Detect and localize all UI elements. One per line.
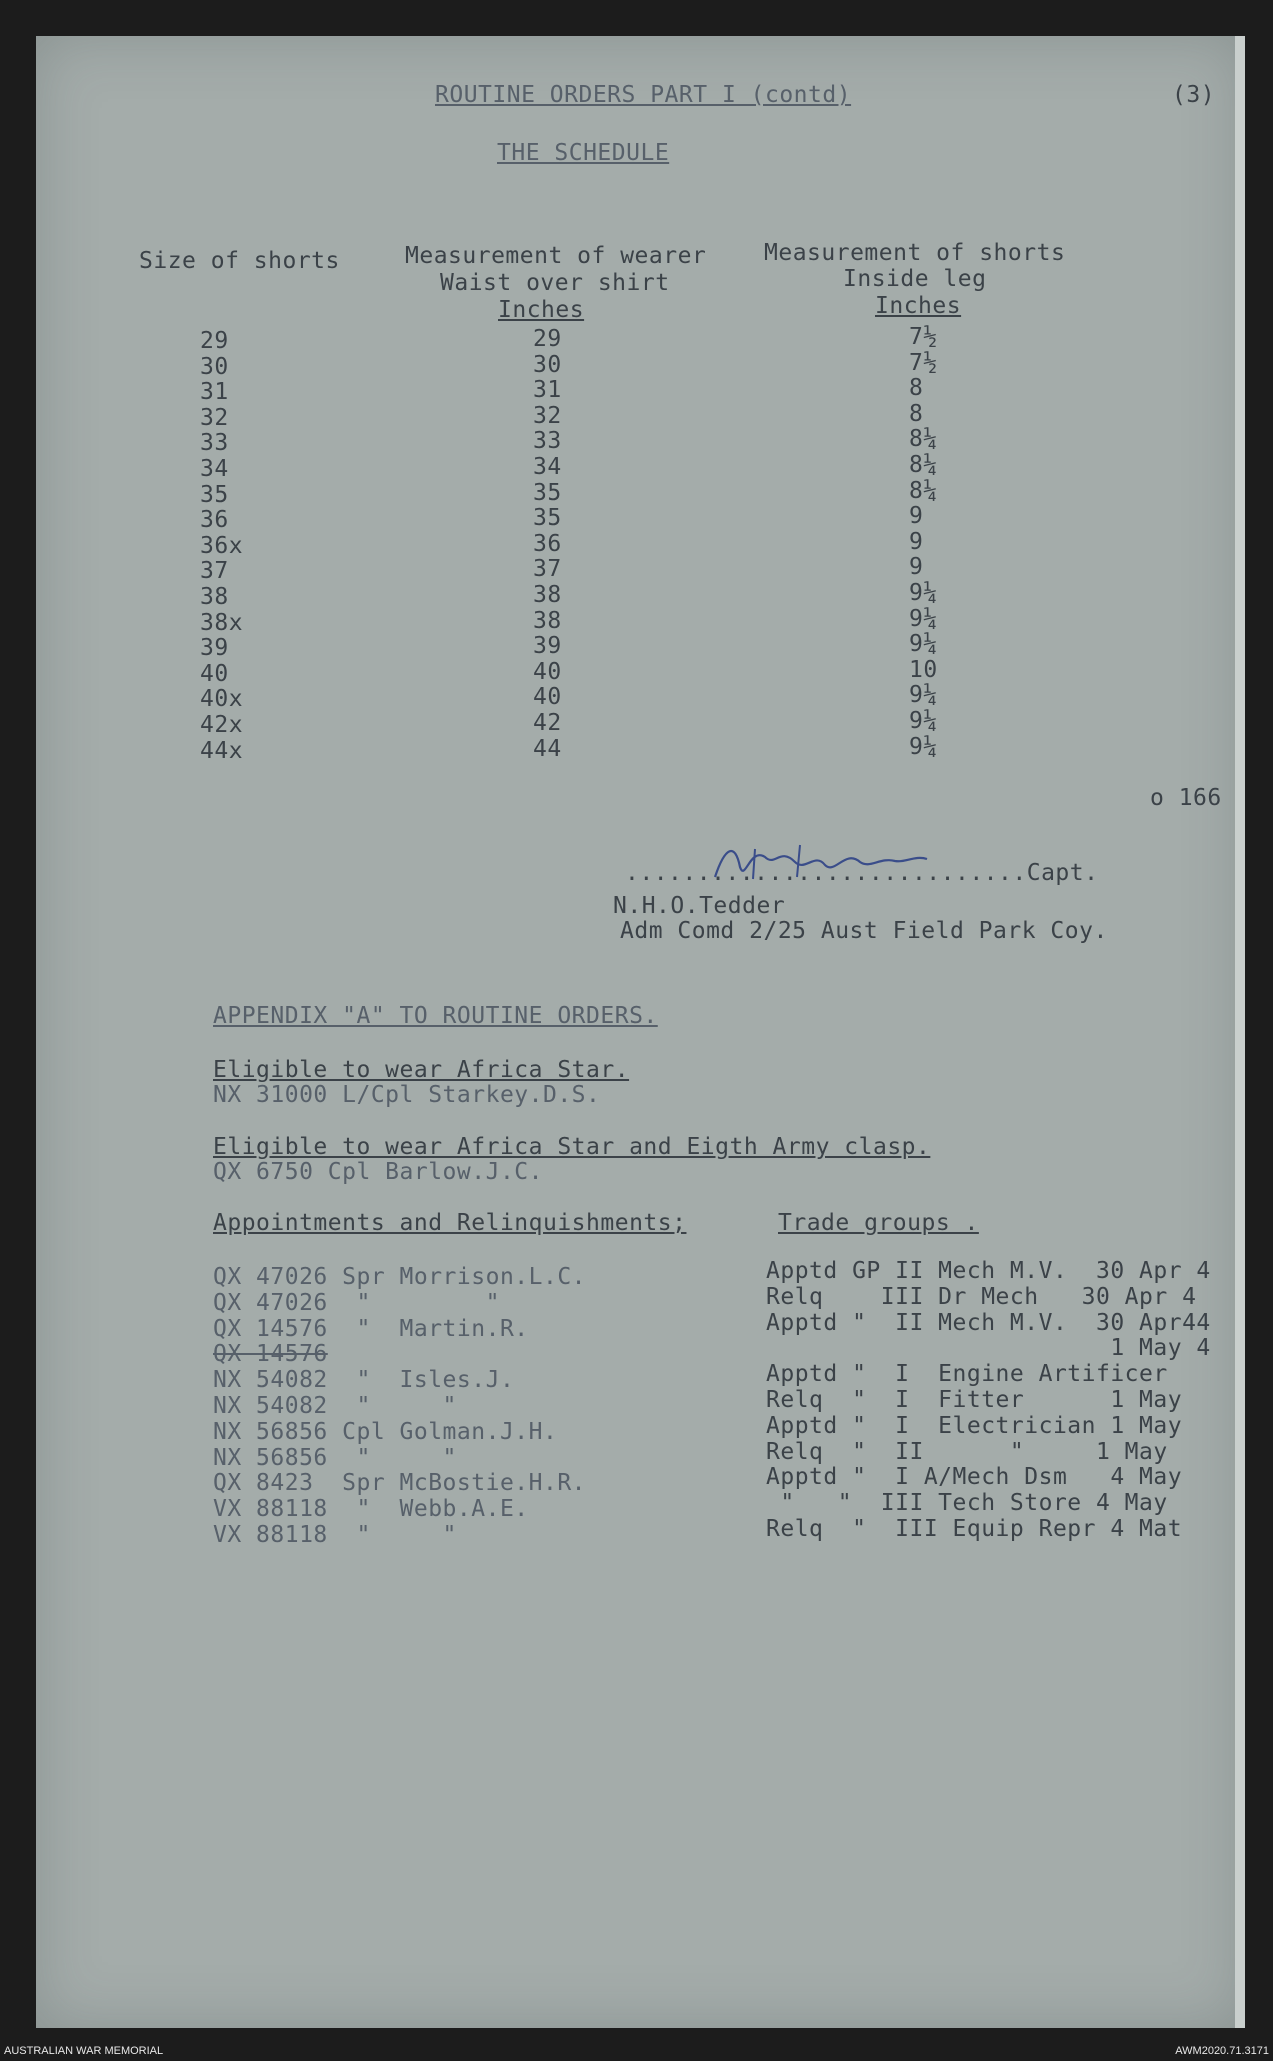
col-leg-header-1: Measurement of shorts [764,240,1066,266]
size-cell: 40 [200,660,229,687]
leg-cell: 9¼ [909,631,938,658]
appointment-name-row: NX 54082 " Isles.J. [213,1367,515,1394]
size-cell: 36 [200,507,229,534]
appointment-name-row: VX 88118 " " [213,1522,457,1548]
waist-cell: 34 [533,454,562,480]
appointment-trade-row: Apptd " II Mech M.V. 30 Apr44 [766,1309,1211,1336]
appointment-name-row: NX 56856 Cpl Golman.J.H. [213,1418,558,1445]
col-waist-unit: Inches [498,297,585,323]
appointment-name-row: QX 8423 Spr McBostie.H.R. [213,1470,587,1497]
appointment-trade-row: Apptd " I Electrician 1 May [766,1412,1183,1439]
appointment-name-row: NX 56856 " " [213,1444,457,1471]
size-cell: 38 [200,584,229,610]
size-cell: 33 [200,430,229,457]
waist-cell: 31 [533,377,562,404]
leg-cell: 9¼ [909,682,938,709]
col-size-header: Size of shorts [139,248,340,274]
waist-cell: 36 [533,530,562,557]
size-cell: 40x [200,686,244,713]
document-title: ROUTINE ORDERS PART I (contd) [435,82,852,108]
size-cell: 36x [200,532,244,559]
leg-cell: 9 [909,503,924,530]
size-cell: 32 [200,404,229,431]
col-waist-header-2: Waist over shirt [440,270,670,296]
section-africa-star-title: Eligible to wear Africa Star. [213,1057,630,1083]
appendix-title: APPENDIX "A" TO ROUTINE ORDERS. [213,1003,658,1029]
appointment-name-row: VX 88118 " Webb.A.E. [213,1496,529,1523]
waist-cell: 35 [533,505,562,532]
waist-cell: 40 [533,684,562,711]
waist-cell: 32 [533,402,562,429]
appointment-trade-row: Relq " II " 1 May [766,1438,1168,1465]
leg-cell: 10 [909,656,938,683]
section-appointments-title: Appointments and Relinquishments; [213,1210,687,1236]
appointment-trade-row: Apptd " I Engine Artificer [766,1361,1168,1388]
size-cell: 34 [200,456,229,482]
waist-cell: 33 [533,428,562,455]
appointment-trade-row: Relq " I Fitter 1 May [766,1387,1183,1413]
size-cell: 35 [200,481,229,508]
signature-line: ............................Capt. [625,860,1099,886]
signatory-title: Adm Comd 2/25 Aust Field Park Coy. [620,918,1108,944]
schedule-title: THE SCHEDULE [497,140,670,166]
waist-cell: 38 [533,582,562,608]
page-edge [1235,36,1245,2028]
appointment-name-row: NX 54082 " " [213,1393,457,1419]
leg-cell: 9¼ [909,708,938,734]
size-cell: 38x [200,609,244,636]
appointment-name-row: QX 47026 Spr Morrison.L.C. [213,1264,587,1290]
leg-cell: 8 [909,375,924,402]
waist-cell: 40 [533,658,562,685]
leg-cell: 8¼ [909,452,938,478]
leg-cell: 9 [909,528,924,555]
leg-cell: 9 [909,554,924,581]
size-cell: 44x [200,737,244,764]
appointment-trade-row: Apptd " I A/Mech Dsm 4 May [766,1464,1183,1491]
appointment-trade-row: Apptd GP II Mech M.V. 30 Apr 4 [766,1258,1211,1284]
size-cell: 31 [200,379,229,406]
section-africa-star-entry: NX 31000 L/Cpl Starkey.D.S. [213,1082,601,1108]
size-cell: 42x [200,712,244,738]
page-number: (3) [1172,82,1216,108]
col-leg-header-2: Inside leg [843,266,987,292]
waist-cell: 29 [533,326,562,352]
waist-cell: 35 [533,479,562,506]
appointment-name-row: QX 14576 [213,1341,328,1368]
order-number: o 166 [1150,785,1222,811]
footer-reference: AWM2020.71.3171 [1175,2045,1269,2057]
waist-cell: 39 [533,633,562,660]
section-trade-groups: Trade groups . [778,1210,979,1236]
leg-cell: 9¼ [909,580,938,606]
size-cell: 30 [200,353,229,380]
leg-cell: 9¼ [909,605,938,632]
leg-cell: 8 [909,400,924,427]
leg-cell: 7½ [909,324,938,350]
leg-cell: 7½ [909,349,938,376]
leg-cell: 9¼ [909,733,938,760]
col-waist-header-1: Measurement of wearer [405,243,707,269]
appointment-trade-row: 1 May 4 [766,1335,1211,1362]
leg-cell: 8¼ [909,477,938,504]
appointment-name-row: QX 47026 " " [213,1289,500,1316]
appointment-trade-row: " " III Tech Store 4 May [766,1490,1168,1517]
signatory-name: N.H.O.Tedder [613,893,786,919]
leg-cell: 8¼ [909,426,938,453]
col-leg-unit: Inches [875,293,962,319]
waist-cell: 42 [533,710,562,736]
section-africa-star-clasp-entry: QX 6750 Cpl Barlow.J.C. [213,1159,543,1185]
footer-source: AUSTRALIAN WAR MEMORIAL [4,2045,164,2057]
section-africa-star-clasp-title: Eligible to wear Africa Star and Eigth Army clasp. [213,1134,931,1160]
appointment-trade-row: Relq " III Equip Repr 4 Mat [766,1516,1183,1542]
size-cell: 29 [200,328,229,354]
appointment-trade-row: Relq III Dr Mech 30 Apr 4 [766,1283,1197,1310]
waist-cell: 30 [533,351,562,378]
waist-cell: 38 [533,607,562,634]
appointment-name-row: QX 14576 " Martin.R. [213,1315,529,1342]
size-cell: 37 [200,558,229,585]
waist-cell: 44 [533,735,562,762]
waist-cell: 37 [533,556,562,583]
size-cell: 39 [200,635,229,662]
